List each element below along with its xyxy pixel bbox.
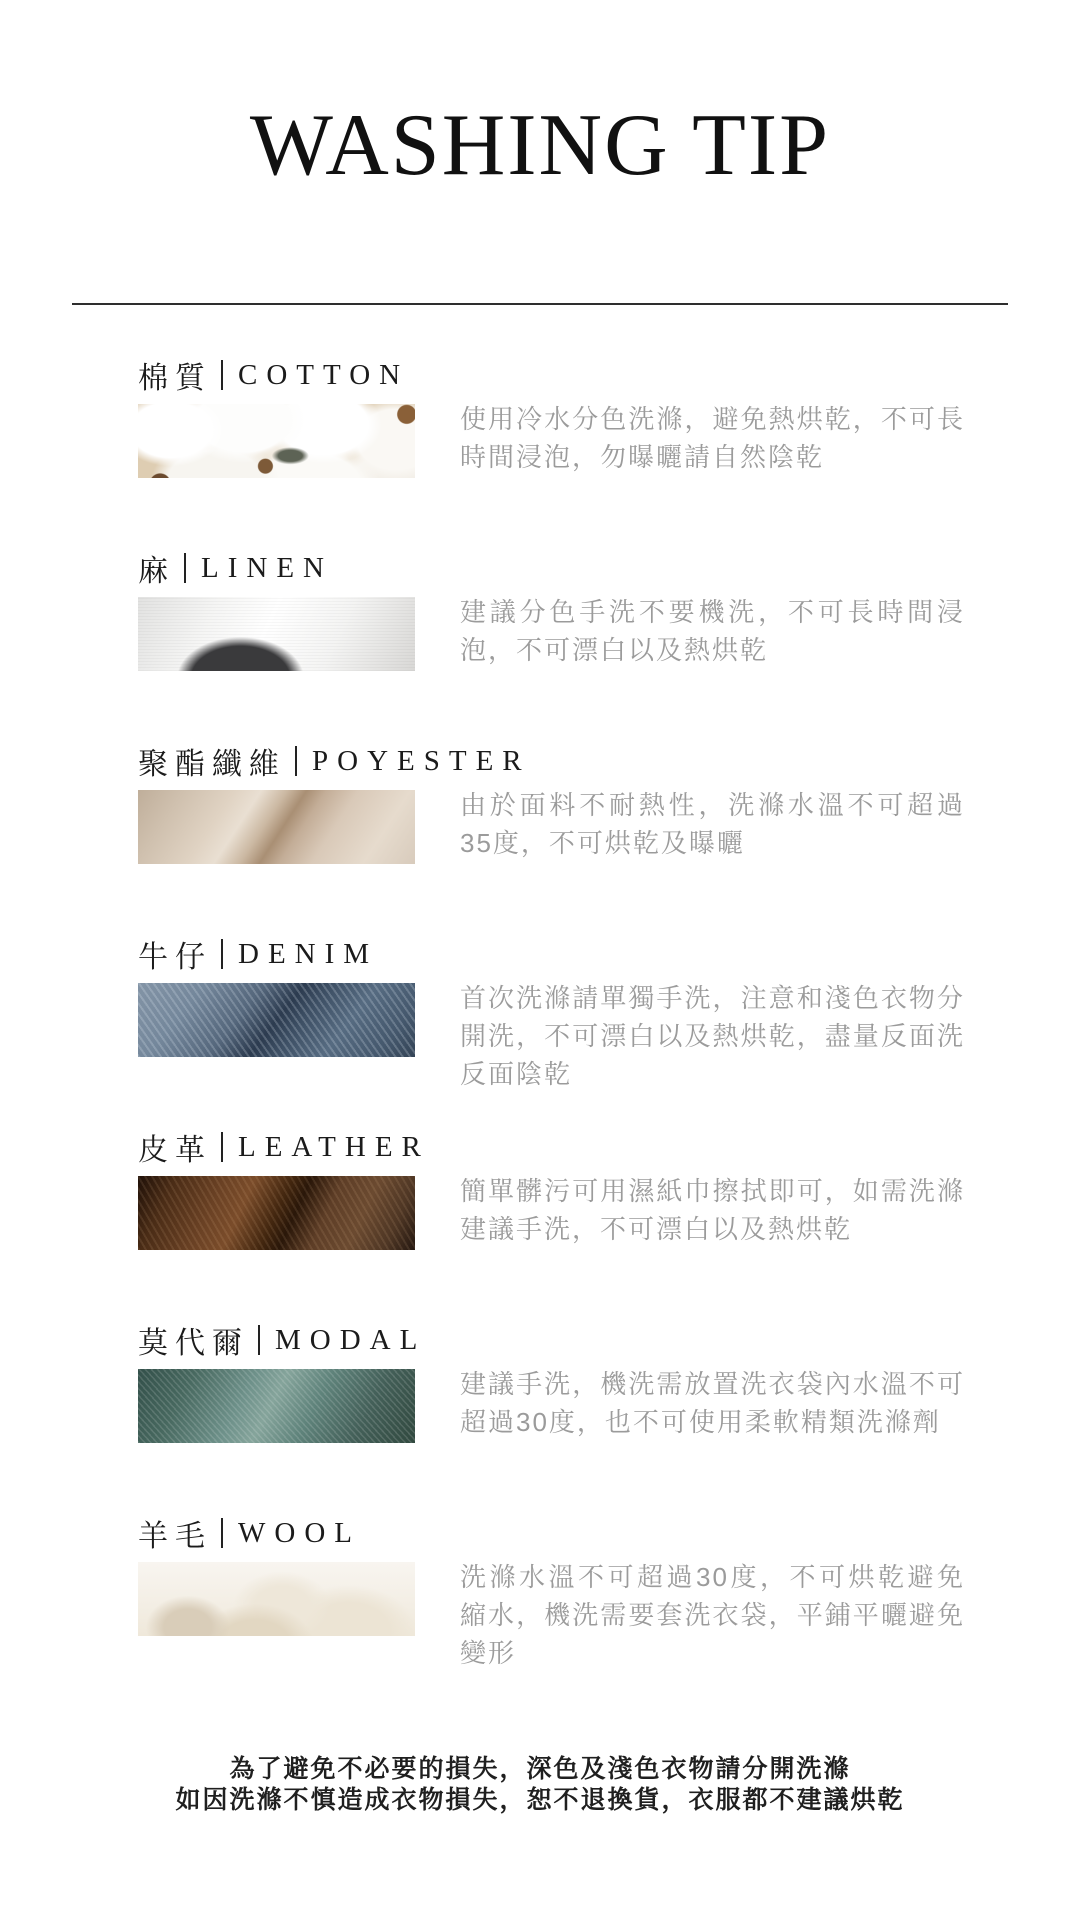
fabric-name-zh: 羊毛 — [138, 1520, 212, 1553]
fabric-name-zh: 莫代爾 — [138, 1327, 249, 1360]
section-content — [138, 790, 1080, 864]
section-content — [138, 1176, 1080, 1250]
heading-separator-bar — [221, 1518, 223, 1548]
footer-line-2: 如因洗滌不慎造成衣物損失，恕不退換貨，衣服都不建議烘乾 — [175, 1786, 905, 1814]
section-content — [138, 404, 1080, 478]
section-heading — [138, 741, 1080, 781]
care-instructions: 建議分色手洗不要機洗，不可長時間浸泡，不可漂白以及熱烘乾 — [460, 597, 965, 665]
fabric-name-zh: 棉質 — [138, 362, 212, 395]
care-instructions: 由於面料不耐熱性，洗滌水溫不可超過35度，不可烘乾及曝曬 — [460, 790, 965, 858]
section-linen — [138, 548, 1080, 741]
section-content — [138, 597, 1080, 671]
footer-line-1: 為了避免不必要的損失，深色及淺色衣物請分開洗滌 — [229, 1755, 851, 1783]
modal-fabric-image — [138, 1369, 415, 1443]
fabric-name-en: LEATHER — [238, 1130, 430, 1163]
section-wool — [138, 1513, 1080, 1706]
section-heading — [138, 355, 1080, 395]
section-polyester — [138, 741, 1080, 934]
section-heading — [138, 1513, 1080, 1553]
wool-fabric-image — [138, 1562, 415, 1636]
section-content — [138, 1369, 1080, 1443]
care-instructions: 首次洗滌請單獨手洗，注意和淺色衣物分開洗，不可漂白以及熱烘乾，盡量反面洗反面陰乾 — [460, 983, 965, 1089]
heading-separator-bar — [295, 746, 297, 776]
page-title: WASHING TIP — [249, 97, 831, 194]
heading-separator-bar — [221, 360, 223, 390]
fabric-name-en: DENIM — [238, 937, 379, 970]
fabric-name-zh: 麻 — [138, 555, 175, 588]
section-heading — [138, 548, 1080, 588]
fabric-name-en: WOOL — [238, 1516, 361, 1549]
care-instructions: 使用冷水分色洗滌，避免熱烘乾，不可長時間浸泡，勿曝曬請自然陰乾 — [460, 404, 965, 472]
section-modal — [138, 1320, 1080, 1513]
linen-fabric-image — [138, 597, 415, 671]
cotton-fabric-image — [138, 404, 415, 478]
section-heading — [138, 1320, 1080, 1360]
footer-note — [0, 1754, 1080, 1816]
denim-fabric-image — [138, 983, 415, 1057]
fabric-name-zh: 皮革 — [138, 1134, 212, 1167]
title-divider-line — [72, 303, 1008, 305]
fabric-name-en: LINEN — [201, 551, 333, 584]
section-heading — [138, 1127, 1080, 1167]
section-content — [138, 983, 1080, 1093]
heading-separator-bar — [184, 553, 186, 583]
section-denim — [138, 934, 1080, 1127]
section-cotton — [138, 355, 1080, 548]
fabric-sections — [0, 355, 1080, 1706]
care-instructions: 建議手洗，機洗需放置洗衣袋內水溫不可超過30度，也不可使用柔軟精類洗滌劑 — [460, 1369, 965, 1437]
heading-separator-bar — [221, 1132, 223, 1162]
care-instructions: 洗滌水溫不可超過30度，不可烘乾避免縮水，機洗需要套洗衣袋，平鋪平曬避免變形 — [460, 1562, 965, 1668]
fabric-name-zh: 聚酯纖維 — [138, 748, 286, 781]
polyester-fabric-image — [138, 790, 415, 864]
fabric-name-en: POYESTER — [312, 744, 531, 777]
care-instructions: 簡單髒污可用濕紙巾擦拭即可，如需洗滌建議手洗，不可漂白以及熱烘乾 — [460, 1176, 965, 1244]
fabric-name-en: MODAL — [275, 1323, 427, 1356]
section-leather — [138, 1127, 1080, 1320]
section-heading — [138, 934, 1080, 974]
section-content — [138, 1562, 1080, 1672]
heading-separator-bar — [221, 939, 223, 969]
fabric-name-zh: 牛仔 — [138, 941, 212, 974]
heading-separator-bar — [258, 1325, 260, 1355]
fabric-name-en: COTTON — [238, 358, 410, 391]
leather-fabric-image — [138, 1176, 415, 1250]
